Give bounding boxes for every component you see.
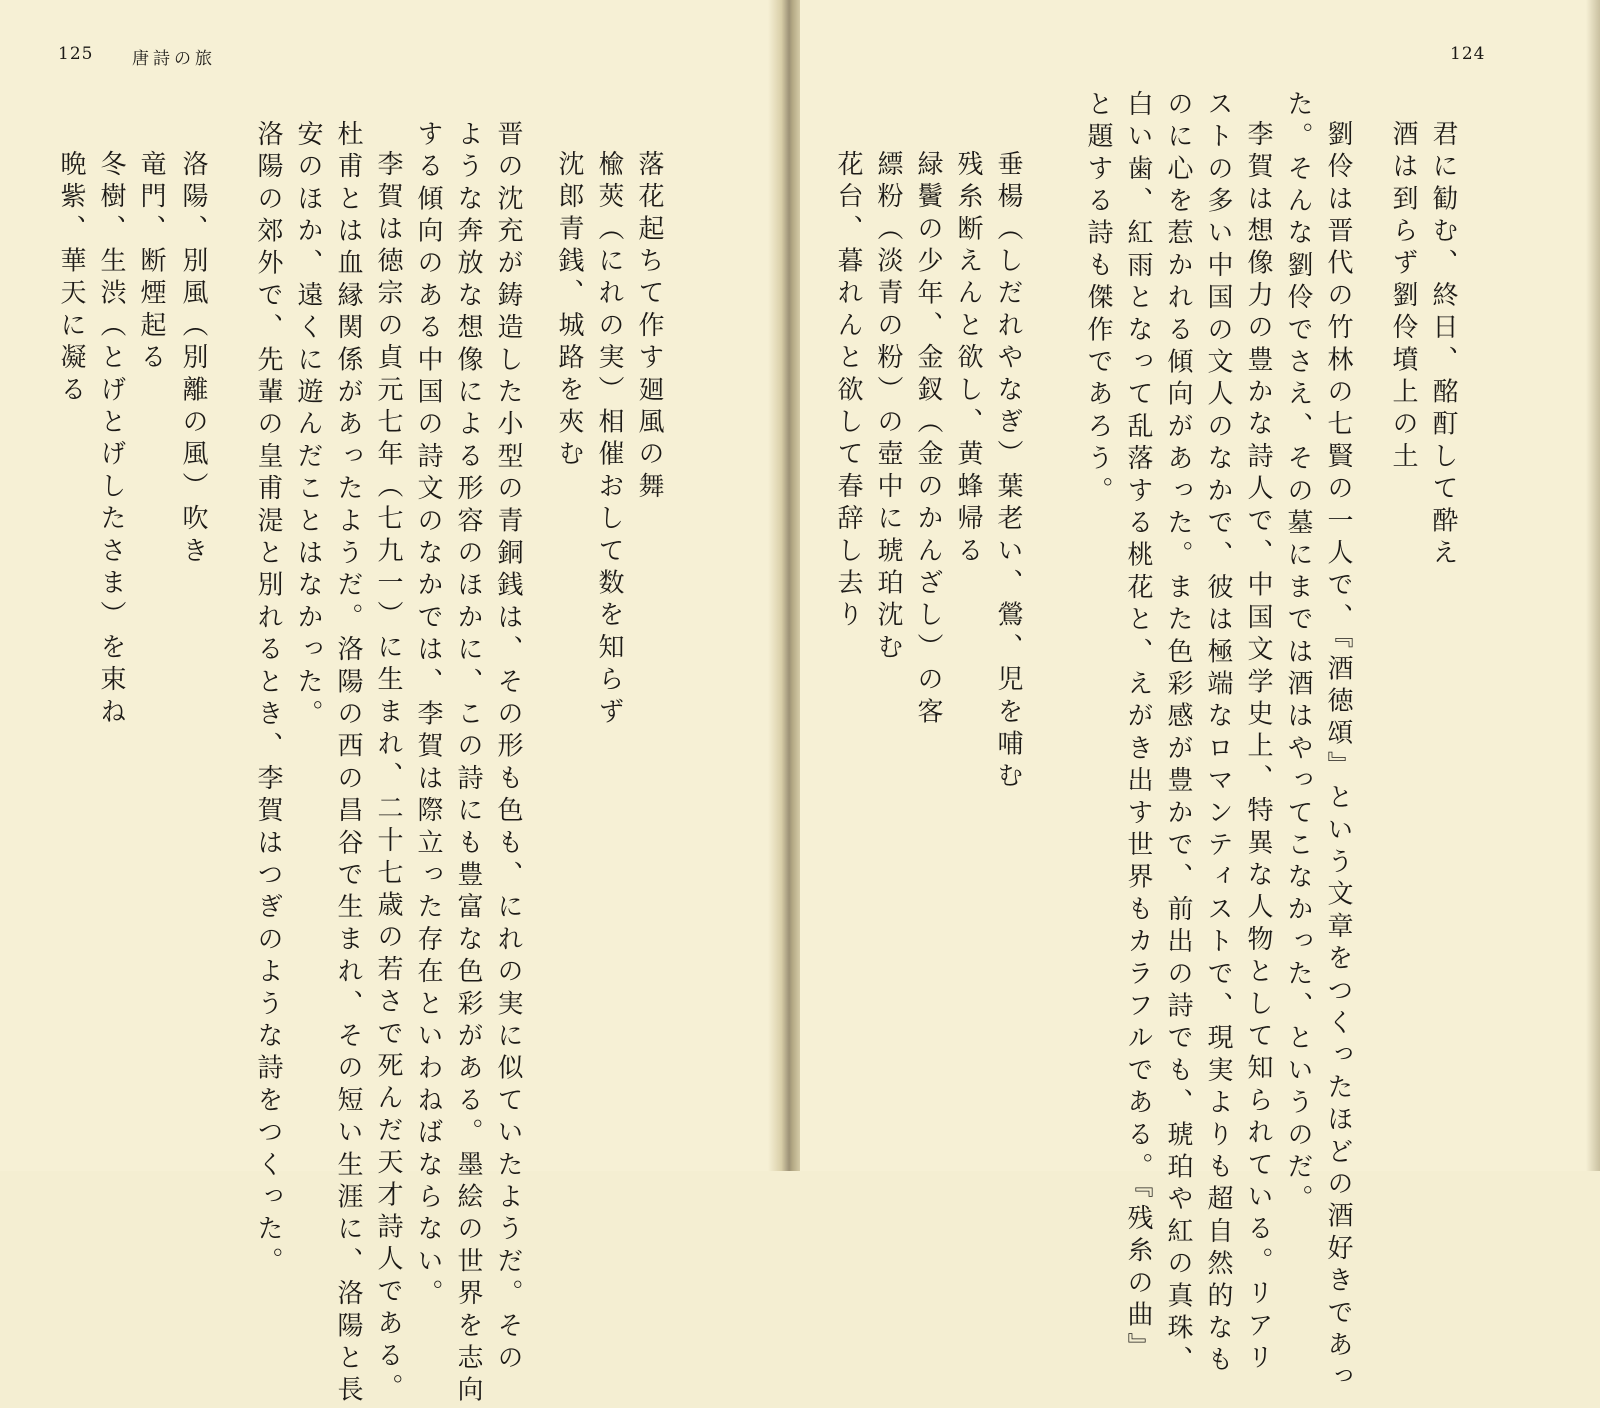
poem-line: 洛陽、別風（別離の風）吹き	[178, 150, 208, 569]
poem-line: 縹粉（淡青の粉）の壺中に琥珀沈む	[873, 150, 903, 666]
page-edge-shadow	[1586, 0, 1600, 1171]
running-title: 唐詩の旅	[132, 49, 216, 69]
prose-line: と題する詩も傑作であろう。	[1083, 90, 1113, 509]
poem-line: 花台、暮れんと欲して春辞し去り	[833, 150, 863, 633]
prose-line: た。そんな劉伶でさえ、その墓にまでは酒はやってこなかった、というのだ。	[1283, 90, 1313, 1217]
poem-line: 竜門、断煙起る	[136, 150, 166, 376]
prose-line: 李賀は徳宗の貞元七年（七九一）に生まれ、二十七歳の若さで死んだ天才詩人である。	[373, 150, 403, 1406]
right-page-number: 124	[1450, 44, 1486, 64]
prose-line: ストの多い中国の文人のなかで、彼は極端なロマンティストで、現実よりも超自然的なも	[1203, 90, 1233, 1378]
prose-line: 杜甫とは血縁関係があったようだ。洛陽の西の昌谷で生まれ、その短い生涯に、洛陽と長	[333, 120, 363, 1408]
prose-line: する傾向のある中国の詩文のなかでは、李賀は際立った存在といわねばならない。	[413, 120, 443, 1312]
prose-line: 白い歯、紅雨となって乱落する桃花と、えがき出す世界もカラフルである。『残糸の曲』	[1123, 90, 1153, 1365]
poem-line: 晩紫、華天に凝る	[56, 150, 86, 408]
left-page-number: 125	[58, 44, 94, 64]
poem-line: 沈郎青銭、城路を夾む	[554, 150, 584, 472]
poem-line: 冬樹、生渋（とげとげしたさま）を束ね	[96, 150, 126, 730]
left-page	[0, 0, 780, 1408]
poem-line: 垂楊（しだれやなぎ）葉老い、鶯、児を哺む	[993, 150, 1023, 794]
prose-line: 安のほか、遠くに遊んだことはなかった。	[293, 120, 323, 732]
prose-line: 李賀は想像力の豊かな詩人で、中国文学史上、特異な人物として知られている。リアリ	[1243, 120, 1273, 1376]
poem-line: 君に勧む、終日、酩酊して酔え	[1428, 120, 1458, 571]
poem-line: 残糸断えんと欲し、黄蜂帰る	[953, 150, 983, 569]
poem-line: 楡莢（にれの実）相催おして数を知らず	[594, 150, 624, 730]
prose-line: 劉伶は晋代の竹林の七賢の一人で、『酒徳頌』という文章をつくったほどの酒好きであっ	[1323, 120, 1353, 1395]
prose-line: のに心を惹かれる傾向があった。また色彩感が豊かで、前出の詩でも、琥珀や紅の真珠、	[1163, 90, 1193, 1378]
right-page	[800, 0, 1600, 1395]
prose-line: 洛陽の郊外で、先輩の皇甫湜と別れるとき、李賀はつぎのような詩をつくった。	[253, 120, 283, 1280]
poem-line: 緑鬢の少年、金釵（金のかんざし）の客	[913, 150, 943, 730]
poem-line: 落花起ちて作す廻風の舞	[634, 150, 664, 505]
poem-line: 酒は到らず劉伶墳上の土	[1388, 120, 1418, 475]
prose-line: 晋の沈充が鋳造した小型の青銅銭は、その形も色も、にれの実に似ていたようだ。その	[493, 120, 523, 1376]
prose-line: ような奔放な想像による形容のほかに、この詩にも豊富な色彩がある。墨絵の世界を志向	[453, 120, 483, 1408]
